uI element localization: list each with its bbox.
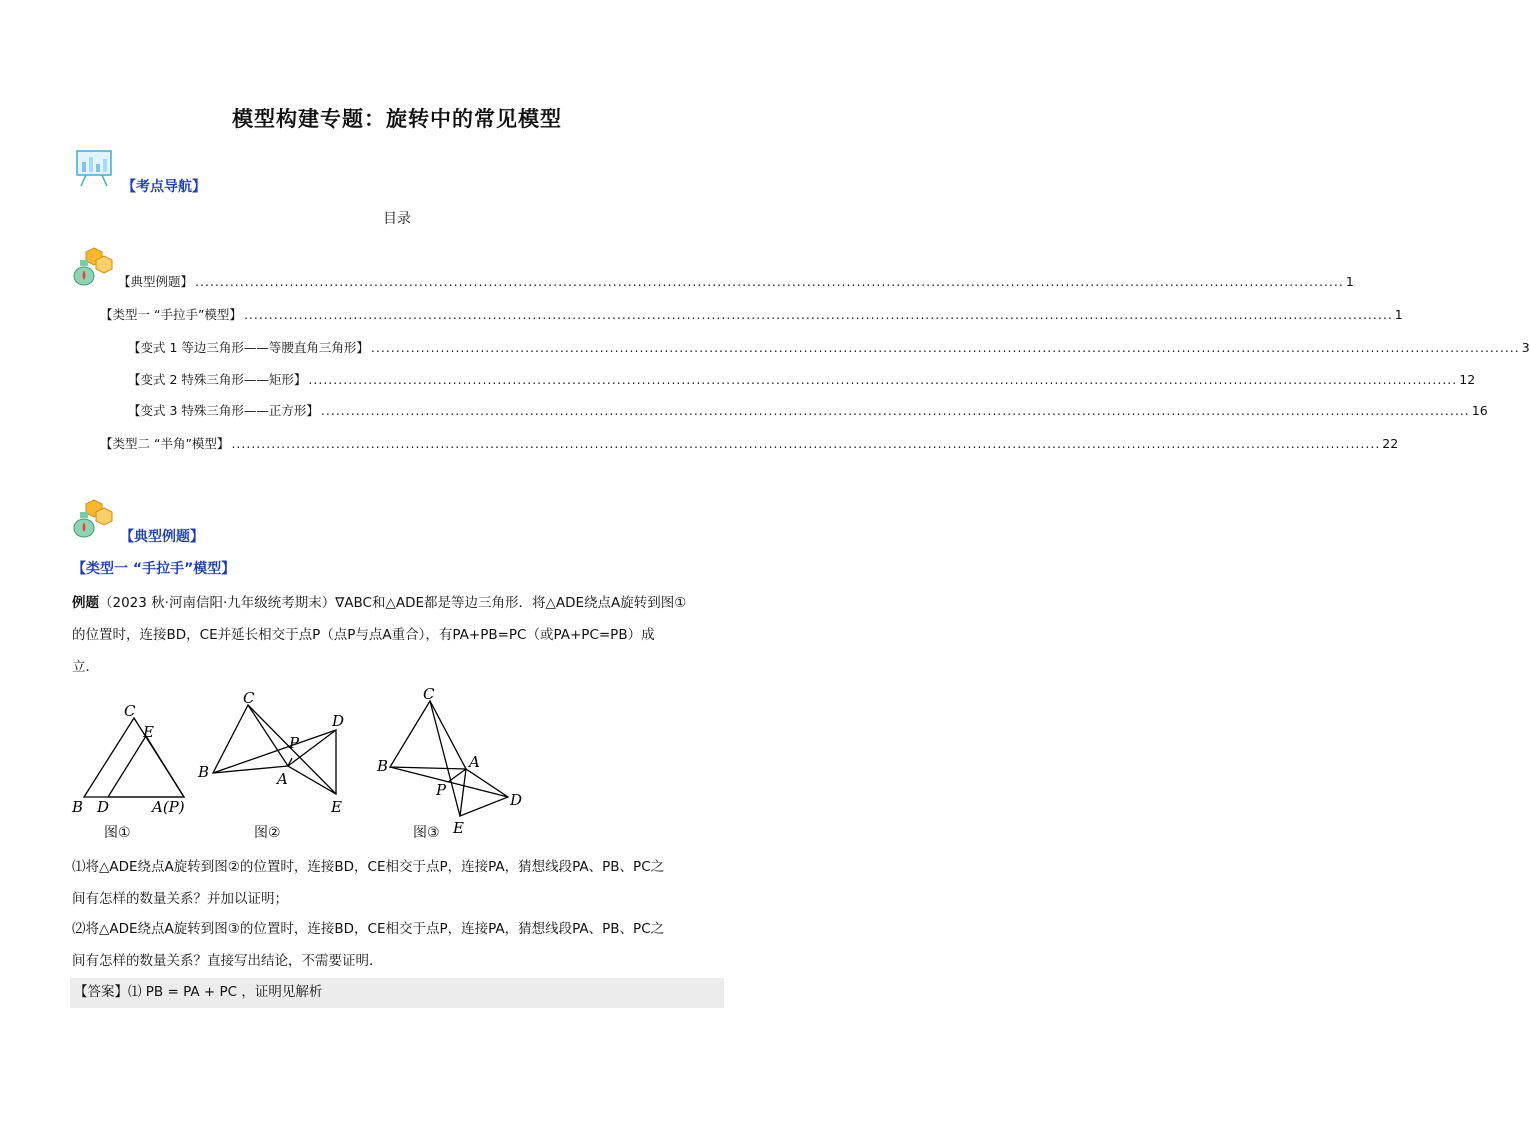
toc-item[interactable] [100,305,1403,323]
nav-heading: 【考点导航】 [122,179,206,195]
fig2-label-p: P [289,734,300,752]
triangle-abc [213,705,288,773]
triangle-abc [390,701,466,769]
toc-item-page: 16 [1471,403,1488,418]
toc-leader-dots: ....................................................................................................................................................................................................................................... [231,436,1381,451]
toc-item-page: 1 [1345,274,1354,289]
example-label: 例题 [72,595,99,611]
toc-title: 目录 [383,211,411,227]
toc-item-label: 【变式 1 等边三角形——等腰直角三角形】 [128,340,369,355]
example-line: 立． [72,659,99,675]
toc-item[interactable] [100,434,1399,452]
fig2-label-d: D [332,712,345,730]
toc-leader-dots: ....................................................................................................................................................................................................................................... [320,403,1470,418]
geometry-figures [60,685,540,840]
flask-icon [72,498,116,538]
toc-item[interactable] [128,338,1530,356]
section-heading: 【典型例题】 [120,529,204,545]
question-line: ⑴将△ADE绕点A旋转到图②的位置时，连接BD，CE相交于点P，连接PA，猜想线段PA、PB、PC之 [72,859,665,875]
figure-2-caption: 图② [254,825,281,841]
question-line: 间有怎样的数量关系？并加以证明； [72,891,288,907]
example-line: （2023 秋·河南信阳·九年级统考期末）∇ABC和△ADE都是等边三角形．将△ADE绕点A旋转到图① [99,595,687,611]
figure-3-caption: 图③ [413,825,440,841]
question-line: 间有怎样的数量关系？直接写出结论，不需要证明． [72,953,383,969]
toc-leader-dots: ....................................................................................................................................................................................................................................... [195,274,1344,289]
figure-2 [213,705,336,794]
fig3-label-b: B [377,757,389,775]
toc-leader-dots: ....................................................................................................................................................................................................................................... [308,372,1458,387]
fig2-label-b: B [198,763,210,781]
toc-item-label: 【类型二 “半角”模型】 [100,436,230,451]
triangle-ade [460,769,508,816]
example-line: 的位置时，连接BD，CE并延长相交于点P（点P与点A重合），有PA+PB=PC（或PA+PC=PB）成 [72,627,655,643]
flask-icon [72,246,116,286]
toc-item-label: 【变式 3 特殊三角形——正方形】 [128,403,319,418]
toc-item-page: 22 [1382,436,1399,451]
figure-1-caption: 图① [104,825,131,841]
fig1-label-d: D [97,798,110,816]
question-2 [72,913,732,977]
toc-leader-dots: ....................................................................................................................................................................................................................................... [243,307,1393,322]
fig1-label-b: B [72,798,84,816]
toc-item-label: 【类型一 “手拉手”模型】 [100,307,242,322]
fig3-label-e: E [453,819,464,837]
fig1-label-a: A(P) [152,798,185,816]
type-heading: 【类型一 “手拉手”模型】 [72,561,236,577]
answer-text: 【答案】⑴ PB = PA + PC ，证明见解析 [74,984,323,1000]
fig3-label-c: C [423,685,435,703]
toc-item-page: 3 [1521,340,1530,355]
fig3-label-p: P [436,781,447,799]
fig1-label-e: E [143,723,154,741]
fig2-label-a: A [277,770,288,788]
toc-item-page: 12 [1459,372,1476,387]
fig2-label-c: C [243,689,255,707]
example-paragraph [72,587,732,683]
toc-leader-dots: ....................................................................................................................................................................................................................................... [370,340,1520,355]
question-1 [72,851,732,915]
figure-1 [84,718,184,797]
figure-3 [390,701,508,816]
presentation-board-icon [74,148,116,188]
toc-item[interactable] [128,370,1476,388]
fig3-label-d: D [510,791,523,809]
question-line: ⑵将△ADE绕点A旋转到图③的位置时，连接BD，CE相交于点P，连接PA，猜想线段PA、PB、PC之 [72,921,665,937]
fig2-label-e: E [331,798,342,816]
triangle-ade [108,736,184,797]
toc-item-page: 1 [1394,307,1403,322]
fig1-label-c: C [124,702,136,720]
toc-item[interactable] [118,272,1354,290]
toc-item-label: 【变式 2 特殊三角形——矩形】 [128,372,307,387]
triangle-abc [84,718,184,797]
toc-item[interactable] [128,401,1488,419]
page-title: 模型构建专题：旋转中的常见模型 [232,107,562,131]
toc-item-label: 【典型例题】 [118,274,194,289]
fig3-label-a: A [469,753,480,771]
